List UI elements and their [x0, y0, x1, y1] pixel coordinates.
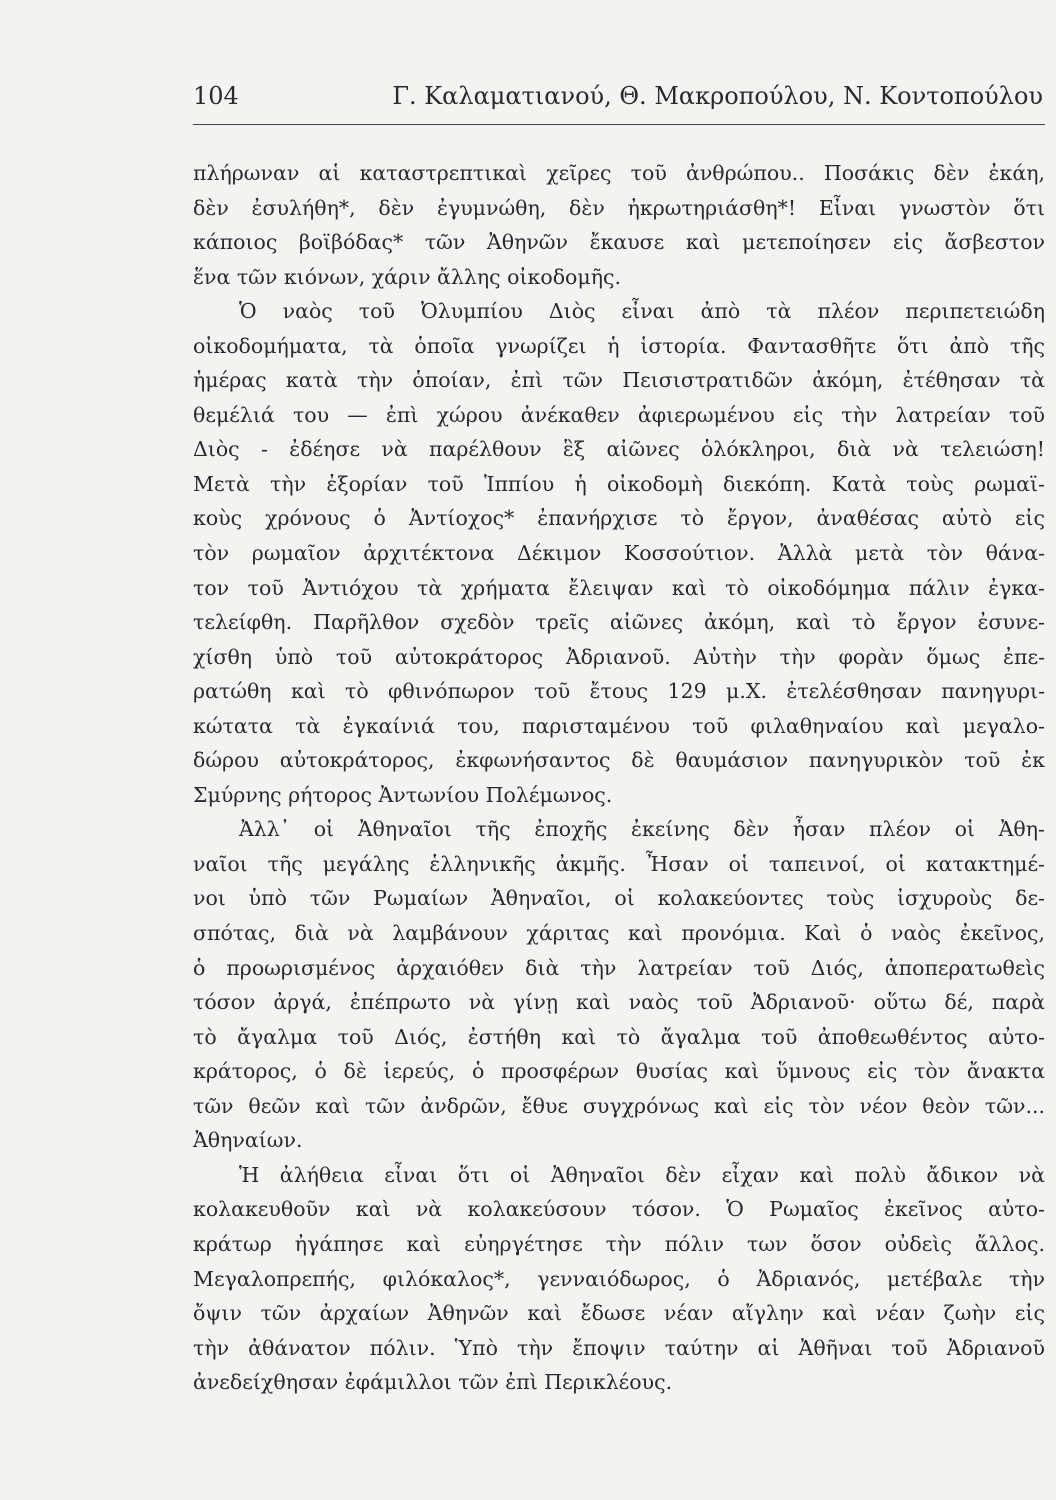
text-line: τὸν ρωμαῖον ἀρχιτέκτονα Δέκιμον Κοσσούτιον. Ἀλλὰ μετὰ τὸν θάνα- [193, 541, 1045, 566]
text-line: δὲν ἐσυλήθη*, δὲν ἐγυμνώθη, δὲν ἠκρωτηριάσθη*! Εἶναι γνωστὸν ὅτι [193, 195, 1045, 220]
text-line: τον τοῦ Ἀντιόχου τὰ χρήματα ἔλειψαν καὶ τὸ οἰκοδόμημα πάλιν ἐγκα- [193, 575, 1045, 600]
text-line: ὄψιν τῶν ἀρχαίων Ἀθηνῶν καὶ ἔδωσε νέαν αἴγλην καὶ νέαν ζωὴν εἰς [193, 1301, 1045, 1326]
text-line: χίσθη ὑπὸ τοῦ αὐτοκράτορος Ἀδριανοῦ. Αὐτὴν τὴν φορὰν ὅμως ἐπε- [193, 644, 1045, 669]
header-rule [193, 124, 1045, 125]
text-line: πλήρωναν αἱ καταστρεπτικαὶ χεῖρες τοῦ ἀνθρώπου.. Ποσάκις δὲν ἐκάη, [193, 161, 1045, 185]
body-text [193, 156, 1045, 1400]
text-line: Μεγαλοπρεπής, φιλόκαλος*, γενναιόδωρος, ὁ Ἀδριανός, μετέβαλε τὴν [193, 1266, 1045, 1291]
text-line: τὴν ἀθάνατον πόλιν. Ὑπὸ τὴν ἔποψιν ταύτην αἱ Ἀθῆναι τοῦ Ἀδριανοῦ [193, 1335, 1045, 1360]
text-line: σπότας, διὰ νὰ λαμβάνουν χάριτας καὶ προνόμια. Καὶ ὁ ναὸς ἐκεῖνος, [193, 921, 1045, 946]
text-line: κώτατα τὰ ἐγκαίνιά του, παρισταμένου τοῦ φιλαθηναίου καὶ μεγαλο- [193, 713, 1045, 738]
text-line: Ἀθηναίων. [193, 1128, 303, 1153]
text-line: κράτωρ ἠγάπησε καὶ εὐηργέτησε τὴν πόλιν των ὅσον οὐδεὶς ἄλλος. [193, 1231, 1045, 1256]
text-line: κάποιος βοϊβόδας* τῶν Ἀθηνῶν ἔκαυσε καὶ μετεποίησεν εἰς ἄσβεστον [193, 230, 1045, 255]
text-line: Ὁ ναὸς τοῦ Ὀλυμπίου Διὸς εἶναι ἀπὸ τὰ πλέον περιπετειώδη [239, 299, 1045, 324]
text-line: Ἡ ἀλήθεια εἶναι ὅτι οἱ Ἀθηναῖοι δὲν εἶχαν καὶ πολὺ ἄδικον νὰ [239, 1162, 1045, 1187]
text-line: ἡμέρας κατὰ τὴν ὁποίαν, ἐπὶ τῶν Πεισιστρατιδῶν ἀκόμη, ἐτέθησαν τὰ [193, 368, 1045, 393]
page-number: 104 [193, 82, 239, 110]
text-line: Ἀλλ᾽ οἱ Ἀθηναῖοι τῆς ἐποχῆς ἐκείνης δὲν ἦσαν πλέον οἱ Ἀθη- [239, 817, 1045, 842]
text-line: Διὸς - ἐδέησε νὰ παρέλθουν ἓξ αἰῶνες ὁλόκληροι, διὰ νὰ τελειώση! [193, 437, 1045, 462]
text-line: τῶν θεῶν καὶ τῶν ἀνδρῶν, ἔθυε συγχρόνως καὶ εἰς τὸν νέον θεὸν τῶν... [193, 1093, 1045, 1118]
text-line: κολακευθοῦν καὶ νὰ κολακεύσουν τόσον. Ὁ Ρωμαῖος ἐκεῖνος αὐτο- [193, 1197, 1045, 1222]
text-line: ὁ προωρισμένος ἀρχαιόθεν διὰ τὴν λατρείαν τοῦ Διός, ἀποπερατωθεὶς [193, 955, 1045, 980]
text-line: Μετὰ τὴν ἐξορίαν τοῦ Ἱππίου ἡ οἰκοδομὴ διεκόπη. Κατὰ τοὺς ρωμαϊ- [193, 471, 1045, 496]
text-line: θεμέλιά του — ἐπὶ χώρου ἀνέκαθεν ἀφιερωμένου εἰς τὴν λατρείαν τοῦ [193, 402, 1045, 427]
text-line: τελείφθη. Παρῆλθον σχεδὸν τρεῖς αἰῶνες ἀκόμη, καὶ τὸ ἔργον ἐσυνε- [193, 610, 1045, 635]
text-line: οἰκοδομήματα, τὰ ὁποῖα γνωρίζει ἡ ἱστορία. Φαντασθῆτε ὅτι ἀπὸ τῆς [193, 333, 1045, 358]
running-header [193, 82, 1043, 110]
text-line: Σμύρνης ρήτορος Ἀντωνίου Πολέμωνος. [193, 782, 613, 807]
text-line: ἕνα τῶν κιόνων, χάριν ἄλλης οἰκοδομῆς. [193, 264, 621, 289]
text-line: τόσον ἀργά, ἐπέπρωτο νὰ γίνῃ καὶ ναὸς τοῦ Ἀδριανοῦ· οὕτω δέ, παρὰ [193, 990, 1045, 1015]
text-line: τὸ ἄγαλμα τοῦ Διός, ἐστήθη καὶ τὸ ἄγαλμα τοῦ ἀποθεωθέντος αὐτο- [193, 1024, 1045, 1049]
text-line: κοὺς χρόνους ὁ Ἀντίοχος* ἐπανήρχισε τὸ ἔργον, ἀναθέσας αὐτὸ εἰς [193, 506, 1045, 531]
text-line: νοι ὑπὸ τῶν Ρωμαίων Ἀθηναῖοι, οἱ κολακεύοντες τοὺς ἰσχυροὺς δε- [193, 886, 1045, 911]
text-line: δώρου αὐτοκράτορος, ἐκφωνήσαντος δὲ θαυμάσιον πανηγυρικὸν τοῦ ἐκ [193, 748, 1045, 773]
text-line: κράτορος, ὁ δὲ ἱερεύς, ὁ προσφέρων θυσίας καὶ ὕμνους εἰς τὸν ἄνακτα [193, 1059, 1045, 1084]
text-line: ναῖοι τῆς μεγάλης ἑλληνικῆς ἀκμῆς. Ἦσαν οἱ ταπεινοί, οἱ κατακτημέ- [193, 851, 1045, 876]
running-title: Γ. Καλαματιανού, Θ. Μακροπούλου, Ν. Κοντοπούλου [392, 82, 1043, 110]
text-line: ἀνεδείχθησαν ἐφάμιλλοι τῶν ἐπὶ Περικλέους. [193, 1370, 673, 1395]
text-line: ρατώθη καὶ τὸ φθινόπωρον τοῦ ἔτους 129 μ.Χ. ἐτελέσθησαν πανηγυρι- [193, 679, 1045, 704]
